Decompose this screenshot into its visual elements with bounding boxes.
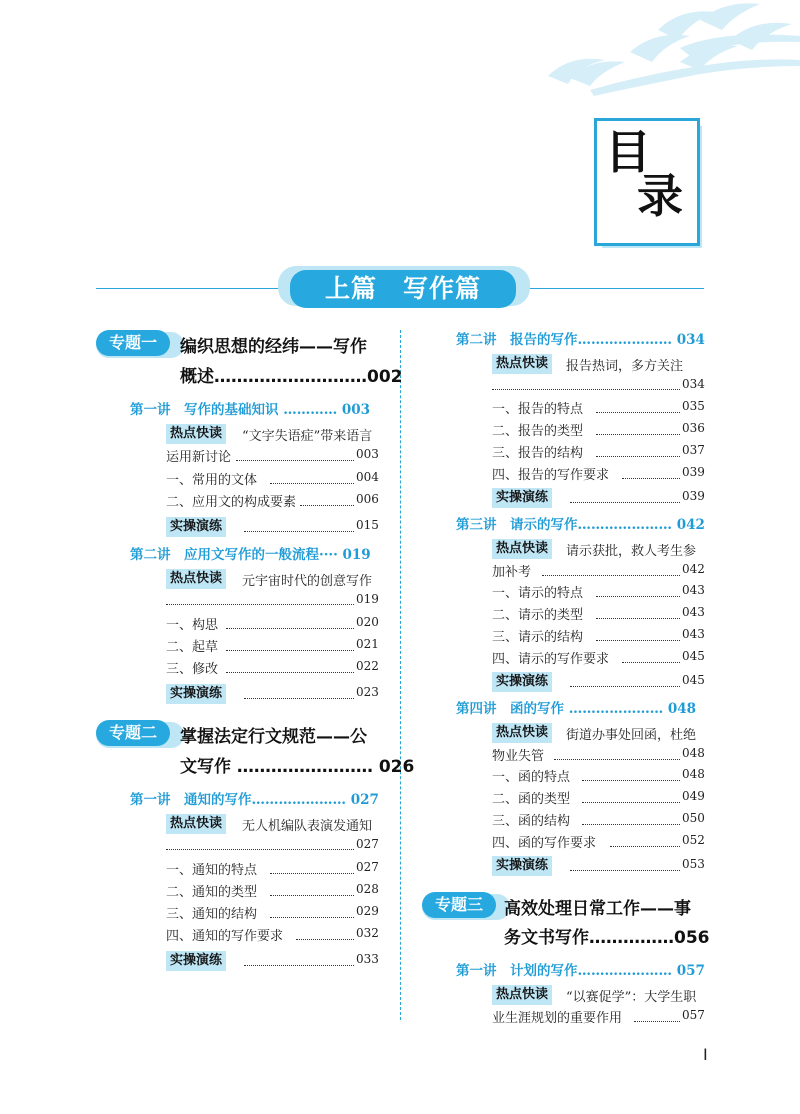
page-ref: 020 — [356, 615, 379, 629]
section-item[interactable]: 三、函的结构 — [492, 814, 571, 829]
hot-reading-text: 街道办事处回函，杜绝 — [566, 728, 697, 743]
hot-reading-text: “以赛促学”：大学生职 — [566, 990, 697, 1005]
leader-dots — [582, 824, 680, 825]
lecture-2-4[interactable]: 第四讲 函的写作 ………………… 048 — [456, 701, 697, 717]
leader-dots — [596, 640, 680, 641]
section-item[interactable]: 四、报告的写作要求 — [492, 468, 610, 483]
page-ref: 032 — [356, 926, 379, 940]
page-ref: 057 — [682, 1008, 705, 1022]
section-item[interactable]: 三、请示的结构 — [492, 630, 584, 645]
page-ref: 036 — [682, 421, 705, 435]
page-ref: 027 — [356, 837, 379, 851]
section-item[interactable]: 四、函的写作要求 — [492, 836, 597, 851]
hot-reading-text: 元宇宙时代的创意写作 — [242, 574, 373, 589]
leader-dots — [166, 604, 354, 605]
leader-dots — [582, 802, 680, 803]
leader-dots — [300, 505, 354, 506]
leader-dots — [570, 870, 680, 871]
leader-dots — [596, 456, 680, 457]
section-item[interactable]: 二、请示的类型 — [492, 608, 584, 623]
section-item[interactable]: 三、修改 — [166, 662, 219, 677]
hot-reading-text: 无人机编队表演发通知 — [242, 819, 373, 834]
leader-dots — [596, 596, 680, 597]
leader-dots — [270, 483, 354, 484]
section-item[interactable]: 二、报告的类型 — [492, 424, 584, 439]
title-char-2: 录 — [637, 169, 683, 223]
leader-dots — [270, 895, 354, 896]
hot-reading-label: 热点快读 — [166, 424, 226, 444]
leader-dots — [596, 434, 680, 435]
leader-dots — [296, 939, 354, 940]
topic-2-title-line2: 文写作 …………………… 026 — [180, 757, 415, 777]
page-ref: 039 — [682, 489, 705, 503]
leader-dots — [622, 662, 680, 663]
page-ref: 033 — [356, 952, 379, 966]
leader-dots — [166, 849, 354, 850]
lecture-1-1[interactable]: 第一讲 写作的基础知识 ………… 003 — [130, 402, 371, 418]
practice-label: 实操演练 — [166, 684, 226, 704]
leader-dots — [596, 618, 680, 619]
leader-dots — [582, 780, 680, 781]
practice-label: 实操演练 — [492, 672, 552, 692]
practice-label: 实操演练 — [492, 856, 552, 876]
hot-reading-label: 热点快读 — [166, 814, 226, 834]
practice-label: 实操演练 — [492, 488, 552, 508]
page-number: I — [703, 1045, 708, 1064]
page-ref: 027 — [356, 860, 379, 874]
page-ref: 015 — [356, 518, 379, 532]
lecture-3-1[interactable]: 第一讲 计划的写作………………… 057 — [456, 963, 705, 979]
column-divider — [400, 330, 401, 1020]
part-banner: 上篇 写作篇 — [290, 270, 516, 308]
pine-branch-decoration — [530, 0, 800, 110]
hot-reading-label: 热点快读 — [492, 985, 552, 1005]
hot-reading-text-2: 物业失管 — [492, 749, 545, 764]
page-ref: 045 — [682, 649, 705, 663]
lecture-1-2[interactable]: 第二讲 应用文写作的一般流程···· 019 — [130, 547, 371, 563]
section-item[interactable]: 四、请示的写作要求 — [492, 652, 610, 667]
leader-dots — [542, 575, 680, 576]
section-item[interactable]: 一、函的特点 — [492, 770, 571, 785]
page-ref: 049 — [682, 789, 705, 803]
page-ref: 023 — [356, 685, 379, 699]
section-item[interactable]: 三、通知的结构 — [166, 907, 258, 922]
hot-reading-text-2: 运用新讨论 — [166, 450, 232, 465]
leader-dots — [570, 502, 680, 503]
hot-reading-label: 热点快读 — [166, 569, 226, 589]
page-ref: 048 — [682, 767, 705, 781]
hot-reading-text-2: 业生涯规划的重要作用 — [492, 1011, 623, 1026]
practice-label: 实操演练 — [166, 517, 226, 537]
topic-2-title-line1: 掌握法定行文规范——公 — [180, 727, 367, 747]
section-item[interactable]: 一、通知的特点 — [166, 863, 258, 878]
section-item[interactable]: 一、构思 — [166, 618, 219, 633]
page-ref: 028 — [356, 882, 379, 896]
page-ref: 022 — [356, 659, 379, 673]
topic-tag-2: 专题二 — [96, 720, 170, 746]
section-item[interactable]: 二、起草 — [166, 640, 219, 655]
topic-1-title-line2: 概述………………………002 — [180, 367, 403, 387]
section-item[interactable]: 二、应用文的构成要素 — [166, 495, 297, 510]
page-title — [605, 125, 695, 223]
topic-1-title-line1: 编织思想的经纬——写作 — [180, 337, 367, 357]
leader-dots — [244, 531, 354, 532]
leader-dots — [554, 759, 680, 760]
lecture-2-2[interactable]: 第二讲 报告的写作………………… 034 — [456, 332, 705, 348]
section-item[interactable]: 二、函的类型 — [492, 792, 571, 807]
hot-reading-text: 请示获批，救人考生参 — [566, 544, 697, 559]
leader-dots — [244, 965, 354, 966]
hot-reading-text: “文字失语症”带来语言 — [242, 429, 373, 444]
page-ref: 043 — [682, 583, 705, 597]
page-ref: 035 — [682, 399, 705, 413]
lecture-2-3[interactable]: 第三讲 请示的写作………………… 042 — [456, 517, 705, 533]
leader-dots — [596, 412, 680, 413]
leader-dots — [570, 686, 680, 687]
hot-reading-label: 热点快读 — [492, 354, 552, 374]
topic-tag-1: 专题一 — [96, 330, 170, 356]
leader-dots — [226, 628, 354, 629]
topic-3-title-line2: 务文书写作……………056 — [504, 928, 710, 948]
lecture-2-1[interactable]: 第一讲 通知的写作………………… 027 — [130, 792, 379, 808]
leader-dots — [634, 1021, 680, 1022]
title-char-1: 目 — [605, 125, 651, 179]
page-ref: 045 — [682, 673, 705, 687]
page-ref: 029 — [356, 904, 379, 918]
page-ref: 019 — [356, 592, 379, 606]
page-ref: 048 — [682, 746, 705, 760]
section-item[interactable]: 一、报告的特点 — [492, 402, 584, 417]
page-ref: 050 — [682, 811, 705, 825]
leader-dots — [610, 846, 680, 847]
practice-label: 实操演练 — [166, 951, 226, 971]
section-item[interactable]: 二、通知的类型 — [166, 885, 258, 900]
leader-dots — [244, 698, 354, 699]
section-item[interactable]: 四、通知的写作要求 — [166, 929, 284, 944]
page-ref: 043 — [682, 605, 705, 619]
hot-reading-label: 热点快读 — [492, 723, 552, 743]
leader-dots — [622, 478, 680, 479]
hot-reading-text: 报告热词，多方关注 — [566, 359, 684, 374]
hot-reading-label: 热点快读 — [492, 539, 552, 559]
leader-dots — [492, 389, 680, 390]
topic-3-title-line1: 高效处理日常工作——事 — [504, 899, 691, 919]
section-item[interactable]: 一、常用的文体 — [166, 473, 258, 488]
page-ref: 021 — [356, 637, 379, 651]
page-ref: 042 — [682, 562, 705, 576]
page-ref: 037 — [682, 443, 705, 457]
section-item[interactable]: 三、报告的结构 — [492, 446, 584, 461]
topic-tag-3: 专题三 — [422, 892, 496, 918]
leader-dots — [270, 873, 354, 874]
page-ref: 053 — [682, 857, 705, 871]
section-item[interactable]: 一、请示的特点 — [492, 586, 584, 601]
page-ref: 039 — [682, 465, 705, 479]
page-ref: 043 — [682, 627, 705, 641]
page-ref: 006 — [356, 492, 379, 506]
leader-dots — [270, 917, 354, 918]
leader-dots — [236, 460, 354, 461]
leader-dots — [226, 672, 354, 673]
page-ref: 034 — [682, 377, 705, 391]
leader-dots — [226, 650, 354, 651]
page-ref: 052 — [682, 833, 705, 847]
page-ref: 003 — [356, 447, 379, 461]
hot-reading-text-2: 加补考 — [492, 565, 532, 580]
page-ref: 004 — [356, 470, 379, 484]
